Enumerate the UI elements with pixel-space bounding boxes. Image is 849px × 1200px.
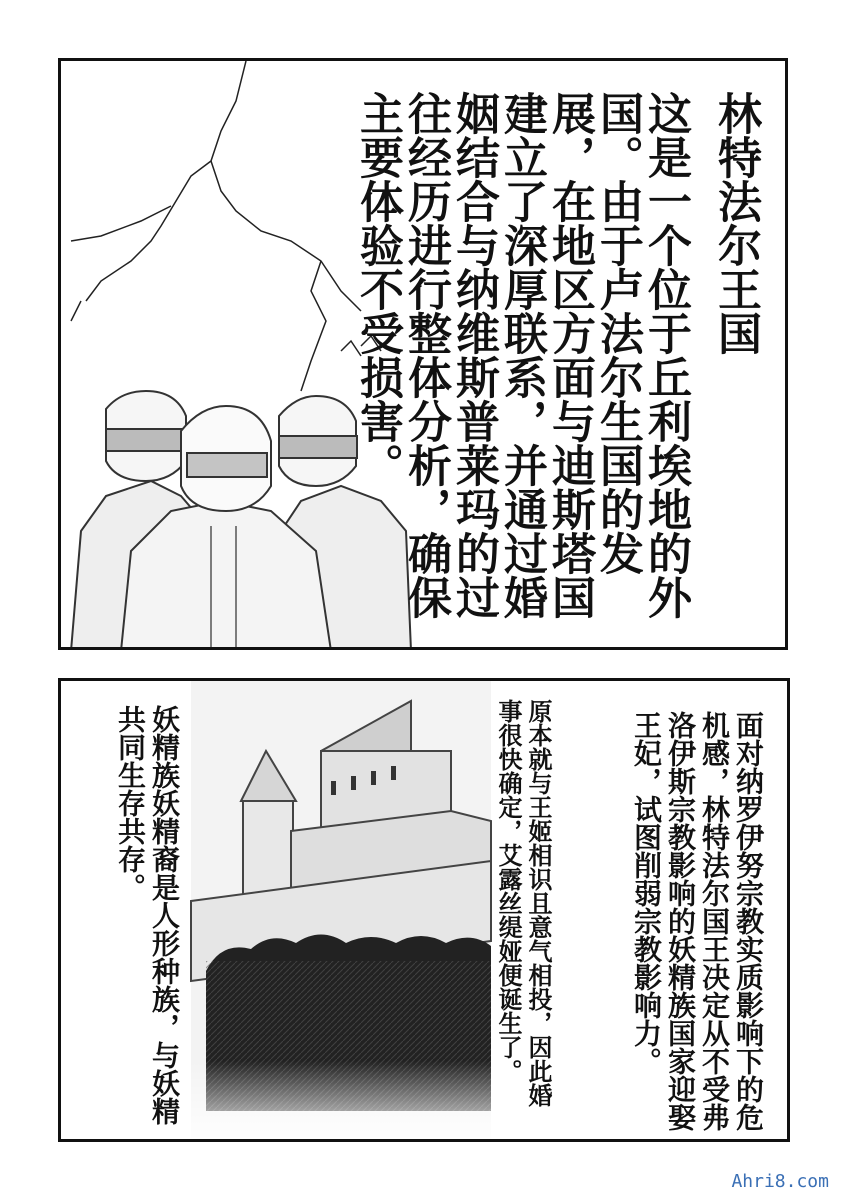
caption-left: 妖精族妖精裔是人形种族，与妖精共同生存共存。 xyxy=(114,705,181,1125)
site-watermark: Ahri8.com xyxy=(731,1171,829,1192)
sky-crack-lines xyxy=(71,61,381,391)
comic-panel-top xyxy=(58,58,788,650)
kingdom-title: 林特法尔王国 xyxy=(710,91,761,355)
caption-right: 面对纳罗伊努宗教实质影响下的危机感，林特法尔国王决定从不受弗洛伊斯宗教影响的妖精族国家迎娶王妃，试图削弱宗教影响力。 xyxy=(630,711,765,1131)
kingdom-description: 这是一个位于丘利埃地的外国。由于卢法尔生国的发展，在地区方面与迪斯塔国建立了深厚联系，并通过婚姻结合与纳维斯普莱玛的过往经历进行整体分析，确保主要体验不受损害。 xyxy=(352,91,691,619)
comic-panel-bottom xyxy=(58,678,790,1142)
caption-middle: 原本就与王姬相识且意气相投，因此婚事很快确定，艾露丝缇娅便诞生了。 xyxy=(494,699,552,1107)
